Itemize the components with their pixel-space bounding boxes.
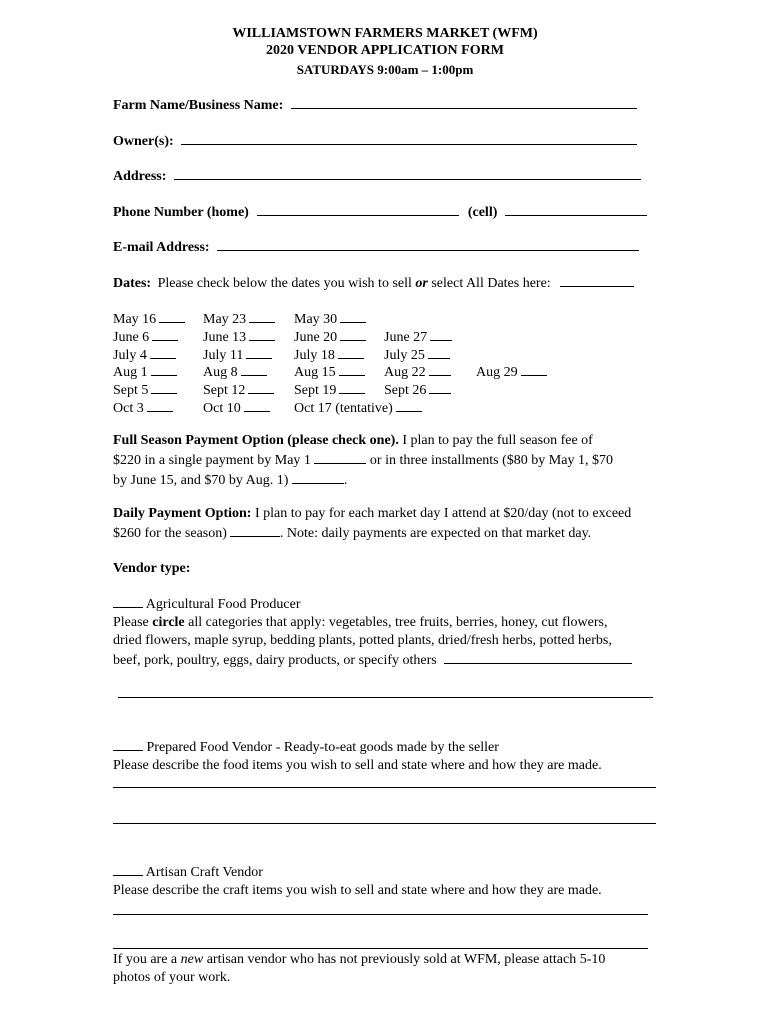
date-checkbox[interactable]	[151, 362, 177, 376]
daily-text-a: I plan to pay for each market day I attend at $20/day (not to exceed	[254, 506, 632, 521]
date-label: June 27	[384, 329, 428, 345]
agri-checkbox[interactable]	[113, 594, 143, 608]
daily-label: Daily Payment Option:	[113, 506, 252, 521]
date-checkbox[interactable]	[340, 309, 366, 323]
agri-line1-pre: Please	[113, 615, 149, 630]
date-checkbox[interactable]	[429, 362, 451, 376]
agri-extra-line[interactable]	[118, 697, 653, 698]
owners-label: Owner(s):	[113, 134, 174, 149]
date-label: Aug 22	[384, 365, 426, 381]
date-option	[113, 345, 176, 364]
date-checkbox[interactable]	[521, 362, 547, 376]
date-checkbox[interactable]	[249, 327, 275, 341]
date-label: July 18	[294, 347, 335, 363]
full-season-text-d: by June 15, and $70 by Aug. 1)	[113, 473, 289, 488]
agri-title: Agricultural Food Producer	[145, 597, 301, 612]
artisan-note-line2: photos of your work.	[113, 970, 231, 985]
date-option	[203, 380, 274, 399]
form-title: WILLIAMSTOWN FARMERS MARKET (WFM)	[232, 26, 538, 41]
date-checkbox[interactable]	[248, 380, 274, 394]
address-field[interactable]	[174, 166, 641, 180]
date-option	[384, 327, 452, 346]
email-field[interactable]	[217, 237, 639, 251]
artisan-title: Artisan Craft Vendor	[145, 865, 263, 880]
date-option	[203, 327, 275, 346]
phone-home-label: Phone Number (home)	[113, 205, 249, 220]
date-option	[384, 380, 451, 399]
date-label: Oct 3	[113, 401, 144, 416]
email-row	[113, 237, 639, 256]
date-label: Aug 1	[113, 365, 148, 381]
artisan-note-pre: If you are a	[113, 952, 178, 967]
date-checkbox[interactable]	[338, 345, 364, 359]
dates-instruction-text: Please check below the dates you wish to sell	[157, 276, 412, 291]
date-option	[203, 309, 275, 328]
agri-circle: circle	[152, 615, 185, 630]
date-label: May 30	[294, 312, 338, 327]
dates-or: or	[415, 276, 428, 291]
date-label: Sept 26	[384, 383, 427, 399]
date-checkbox[interactable]	[429, 380, 451, 394]
date-option	[203, 398, 270, 417]
artisan-line-1[interactable]	[113, 914, 648, 915]
email-label: E-mail Address:	[113, 240, 210, 255]
prepared-checkbox[interactable]	[113, 737, 143, 751]
date-label: July 25	[384, 347, 425, 363]
prepared-line-2[interactable]	[113, 823, 656, 824]
agri-others-field[interactable]	[444, 650, 632, 664]
artisan-desc: Please describe the craft items you wish to sell and state where and how they are made.	[113, 883, 602, 898]
phone-cell-field[interactable]	[505, 202, 647, 216]
date-label: May 16	[113, 312, 157, 327]
all-dates-field[interactable]	[560, 273, 634, 287]
full-season-text-a: I plan to pay the full season fee of	[402, 433, 593, 448]
farm-name-label: Farm Name/Business Name:	[113, 98, 284, 113]
agri-line2: dried flowers, maple syrup, bedding plants, potted plants, dried/fresh herbs, potted herbs,	[113, 633, 612, 648]
daily-text-b: $260 for the season)	[113, 526, 227, 541]
date-checkbox[interactable]	[150, 345, 176, 359]
date-option	[294, 345, 364, 364]
daily-text-c: . Note: daily payments are expected on that market day.	[279, 526, 592, 541]
artisan-note-post: artisan vendor who has not previously sold at WFM, please attach 5-10	[206, 952, 606, 967]
date-checkbox[interactable]	[244, 398, 270, 412]
market-hours: SATURDAYS 9:00am – 1:00pm	[296, 62, 474, 77]
phone-home-field[interactable]	[257, 202, 459, 216]
date-option	[113, 380, 177, 399]
date-checkbox[interactable]	[339, 380, 365, 394]
date-checkbox[interactable]	[159, 309, 185, 323]
date-label: May 23	[203, 312, 247, 327]
agri-line3: beef, pork, poultry, eggs, dairy products, or specify others	[113, 653, 437, 668]
owners-field[interactable]	[181, 131, 637, 145]
date-label: Aug 8	[203, 365, 238, 381]
prepared-section	[113, 737, 693, 775]
full-season-option: Full Season Payment Option (please check one). I plan to pay the full season fee of $220 in a single payment by May 1 or in three installments ($80 by May 1, $70 by June 15, and $70 by Aug. 1) .	[113, 433, 613, 488]
farm-name-field[interactable]	[291, 95, 637, 109]
date-checkbox[interactable]	[340, 327, 366, 341]
artisan-checkbox[interactable]	[113, 862, 143, 876]
single-payment-field[interactable]	[314, 450, 366, 464]
prepared-desc: Please describe the food items you wish to sell and state where and how they are made.	[113, 758, 602, 773]
date-checkbox[interactable]	[430, 327, 452, 341]
dates-label: Dates:	[113, 276, 152, 291]
date-checkbox[interactable]	[249, 309, 275, 323]
date-checkbox[interactable]	[147, 398, 173, 412]
date-checkbox[interactable]	[152, 327, 178, 341]
daily-option	[113, 505, 693, 543]
date-label: Sept 5	[113, 383, 149, 399]
date-option	[476, 362, 547, 381]
date-label: July 11	[203, 347, 244, 363]
date-label: June 20	[294, 329, 338, 345]
date-label: Oct 10	[203, 401, 241, 416]
date-label: Aug 15	[294, 365, 336, 381]
artisan-section	[113, 862, 693, 900]
date-checkbox[interactable]	[428, 345, 450, 359]
date-option	[294, 380, 365, 399]
date-option	[294, 309, 366, 328]
date-option	[384, 362, 451, 381]
date-option	[294, 362, 365, 381]
form-subtitle: 2020 VENDOR APPLICATION FORM	[266, 43, 504, 58]
owners-row	[113, 131, 637, 150]
date-option	[294, 398, 422, 417]
date-option	[113, 327, 178, 346]
date-checkbox[interactable]	[339, 362, 365, 376]
date-checkbox[interactable]	[151, 380, 177, 394]
phone-row	[113, 202, 647, 221]
prepared-title: Prepared Food Vendor - Ready-to-eat goods made by the seller	[146, 740, 499, 755]
date-label: June 13	[203, 329, 247, 345]
daily-payment-field[interactable]	[230, 523, 280, 537]
date-option	[294, 327, 366, 346]
dates-all-text: select All Dates here:	[431, 276, 551, 291]
date-label: Aug 29	[476, 365, 518, 381]
date-label: Sept 19	[294, 383, 337, 399]
full-season-text-b: $220 in a single payment by May 1	[113, 453, 311, 468]
date-label: June 6	[113, 329, 150, 345]
date-checkbox[interactable]	[396, 398, 422, 412]
date-option	[113, 309, 185, 328]
date-label: Oct 17 (tentative)	[294, 401, 393, 416]
date-option	[384, 345, 450, 364]
date-checkbox[interactable]	[241, 362, 267, 376]
prepared-line-1[interactable]	[113, 787, 656, 788]
date-option	[203, 362, 267, 381]
full-season-text-c: or in three installments ($80 by May 1, $70	[369, 453, 613, 468]
dates-instruction	[113, 273, 634, 292]
date-label: Sept 12	[203, 383, 246, 399]
artisan-line-2[interactable]	[113, 948, 648, 949]
agri-line1-post: all categories that apply: vegetables, tree fruits, berries, honey, cut flowers,	[188, 615, 608, 630]
date-option	[113, 398, 173, 417]
date-option	[113, 362, 177, 381]
artisan-note-new: new	[180, 952, 204, 967]
date-label: July 4	[113, 347, 147, 363]
address-label: Address:	[113, 169, 167, 184]
date-checkbox[interactable]	[246, 345, 272, 359]
installment-field[interactable]	[292, 470, 344, 484]
farm-name-row	[113, 95, 637, 114]
full-season-label: Full Season Payment Option (please check one).	[113, 433, 399, 448]
artisan-note	[113, 951, 693, 987]
address-row	[113, 166, 641, 185]
vendor-type-label: Vendor type:	[113, 561, 191, 576]
date-option	[203, 345, 272, 364]
phone-cell-label: (cell)	[467, 205, 498, 220]
agri-section	[113, 594, 693, 670]
